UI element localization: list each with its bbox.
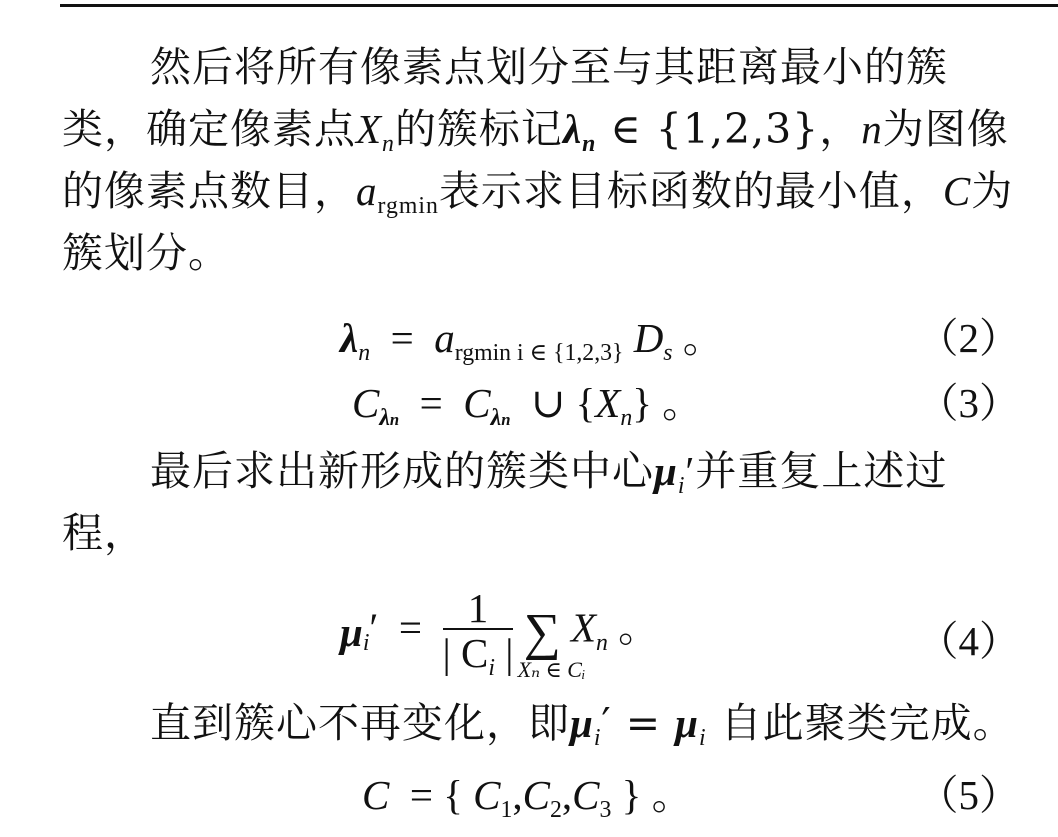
mu-i: $\mu_i$ bbox=[675, 700, 707, 752]
equation-4-body: $\mu_i'$ = $\frac{1}{| C_i |}$ ∑ Xₙ ∈ Cᵢ $X_n$ 。 bbox=[340, 585, 660, 682]
para2-text-a: 最后求出新形成的簇类中心 bbox=[150, 447, 654, 495]
equation-2 bbox=[62, 305, 1020, 365]
mu-i-prime-2: $\mu_i$ bbox=[570, 700, 602, 752]
para1-text-d: 为图像的像素点数目， bbox=[62, 105, 1009, 215]
var-n: n bbox=[861, 106, 883, 152]
para3-equals: ′ = bbox=[601, 699, 676, 747]
fraction: $\frac{1}{| C_i |}$ bbox=[442, 585, 514, 682]
para1-text-b: 的簇标记 bbox=[394, 105, 563, 153]
paragraph-2 bbox=[62, 440, 1022, 564]
equation-3-number: （3） bbox=[917, 380, 1020, 426]
equation-4 bbox=[62, 585, 1020, 688]
top-rule bbox=[60, 4, 1058, 7]
para1-text-f: 为簇划分。 bbox=[62, 167, 1014, 277]
paragraph-3 bbox=[62, 692, 1022, 754]
para2-text-b: 并重复上述过程， bbox=[62, 447, 948, 557]
lambda-n: $\lambda_n$ bbox=[562, 106, 597, 158]
equation-5-body: C = { $C_1,C_2,C_3$ } 。 bbox=[362, 772, 693, 824]
summation: ∑ Xₙ ∈ Cᵢ bbox=[517, 603, 586, 682]
equation-3-body: $C_{\lambda n} = C_{\lambda n}$ ∪ $\{X_n\}$ 。 bbox=[352, 380, 704, 432]
mu-i-prime: $\mu_i'$ bbox=[654, 448, 696, 500]
para1-text-e: 表示求目标函数的最小值， bbox=[438, 167, 943, 215]
para1-set: ∈ {1,2,3}， bbox=[596, 105, 862, 153]
paragraph-1 bbox=[62, 36, 1022, 284]
var-c: C bbox=[942, 168, 972, 214]
para3-text-a: 直到簇心不再变化，即 bbox=[150, 699, 570, 747]
equation-2-number: （2） bbox=[917, 315, 1020, 361]
equation-5-number: （5） bbox=[917, 772, 1020, 818]
var-x: $X_n$ bbox=[356, 106, 395, 158]
para1-text-a: 然后将所有像素点划分至与其距离最小的簇类，确定像素点 bbox=[62, 43, 948, 153]
equation-4-number: （4） bbox=[917, 618, 1020, 664]
para3-text-b: 自此聚类完成。 bbox=[720, 699, 1015, 747]
equation-5 bbox=[62, 762, 1020, 822]
a-rgmin: $a_{rgmin}$ bbox=[356, 168, 439, 220]
equation-2-body: $\lambda_n = a_{rgmin i \in \{1,2,3\}}$ $D_s$ 。 bbox=[340, 315, 724, 367]
equation-3 bbox=[62, 370, 1020, 430]
